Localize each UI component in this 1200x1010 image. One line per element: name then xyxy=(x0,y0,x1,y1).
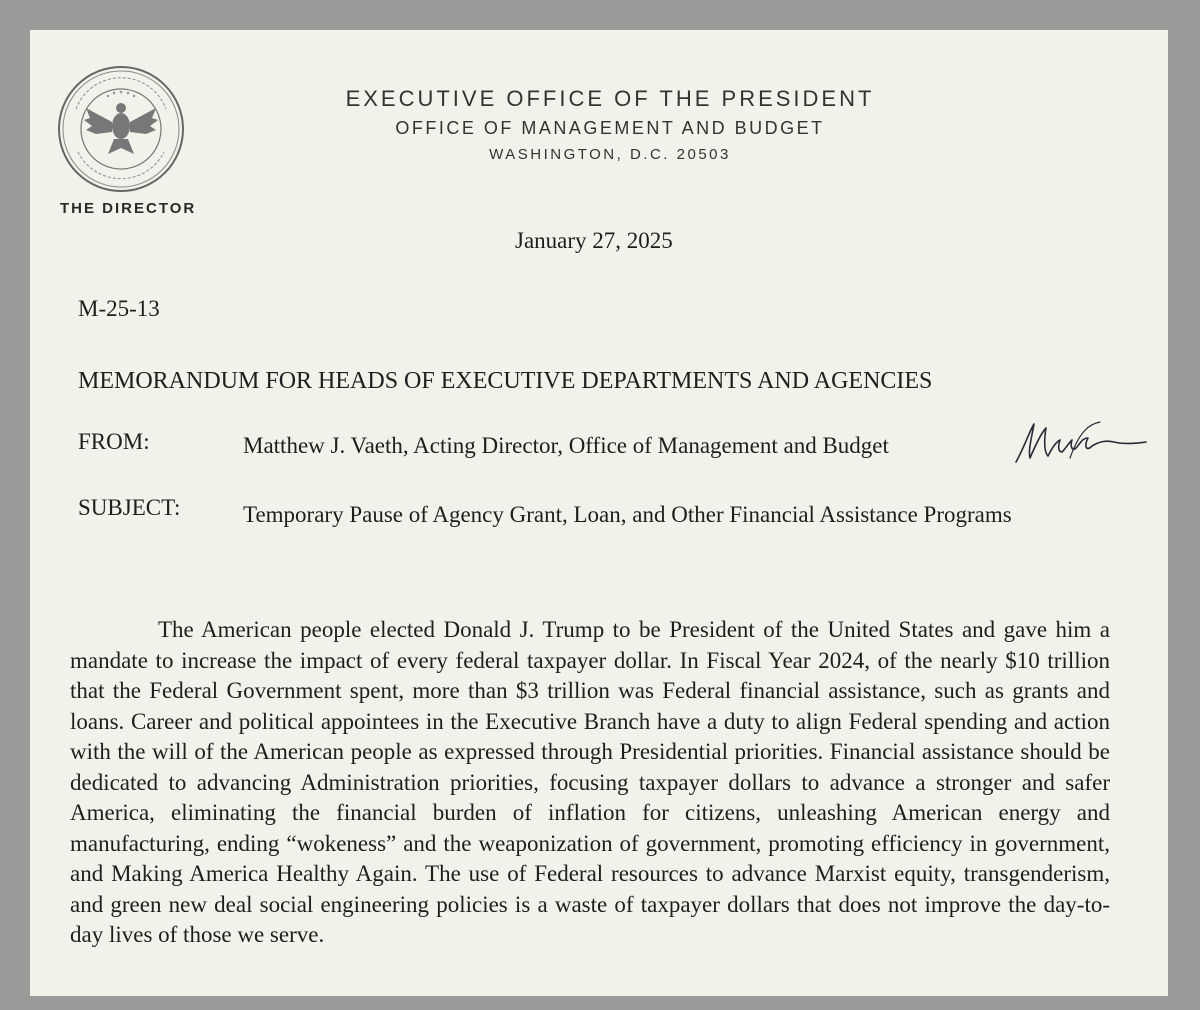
letterhead-office-title: EXECUTIVE OFFICE OF THE PRESIDENT xyxy=(345,86,875,111)
subject-label: SUBJECT: xyxy=(78,495,181,520)
memo-date: January 27, 2025 xyxy=(515,228,673,253)
memo-number: M-25-13 xyxy=(78,296,160,321)
from-value: Matthew J. Vaeth, Acting Director, Office of Management and Budget xyxy=(243,433,889,458)
from-label: FROM: xyxy=(78,429,150,454)
letterhead-agency-title: OFFICE OF MANAGEMENT AND BUDGET xyxy=(395,118,825,138)
omb-seal-icon xyxy=(56,64,186,194)
letterhead-address: WASHINGTON, D.C. 20503 xyxy=(489,146,731,163)
memo-body-paragraph: The American people elected Donald J. Trump to be President of the United States and gave him a mandate to increase the impact of every federal taxpayer dollar. In Fiscal Year 2024, of the nearly $10 trillion that the Federal Government spent, more than $3 trillion was Federal financial assistance, such as grants and loans. Career and political appointees in the Executive Branch have a duty to align Federal spending and action with the will of the American people as expressed through Presidential priorities. Financial assistance should be dedicated to advancing Administration priorities, focusing taxpayer dollars to advance a stronger and safer America, eliminating the financial burden of inflation for citizens, unleashing American energy and manufacturing, ending “wokeness” and the weaponization of government, promoting efficiency in government, and Making America Healthy Again. The use of Federal resources to advance Marxist equity, transgenderism, and green new deal social engineering policies is a waste of taxpayer dollars that does not improve the day-to-day lives of those we serve. xyxy=(70,617,1110,947)
memo-addressee: MEMORANDUM FOR HEADS OF EXECUTIVE DEPARTMENTS AND AGENCIES xyxy=(78,368,933,394)
subject-value: Temporary Pause of Agency Grant, Loan, and Other Financial Assistance Programs xyxy=(243,502,1012,527)
memo-page xyxy=(30,30,1168,996)
director-label: THE DIRECTOR xyxy=(60,200,197,217)
handwritten-signature-icon xyxy=(1010,418,1150,468)
